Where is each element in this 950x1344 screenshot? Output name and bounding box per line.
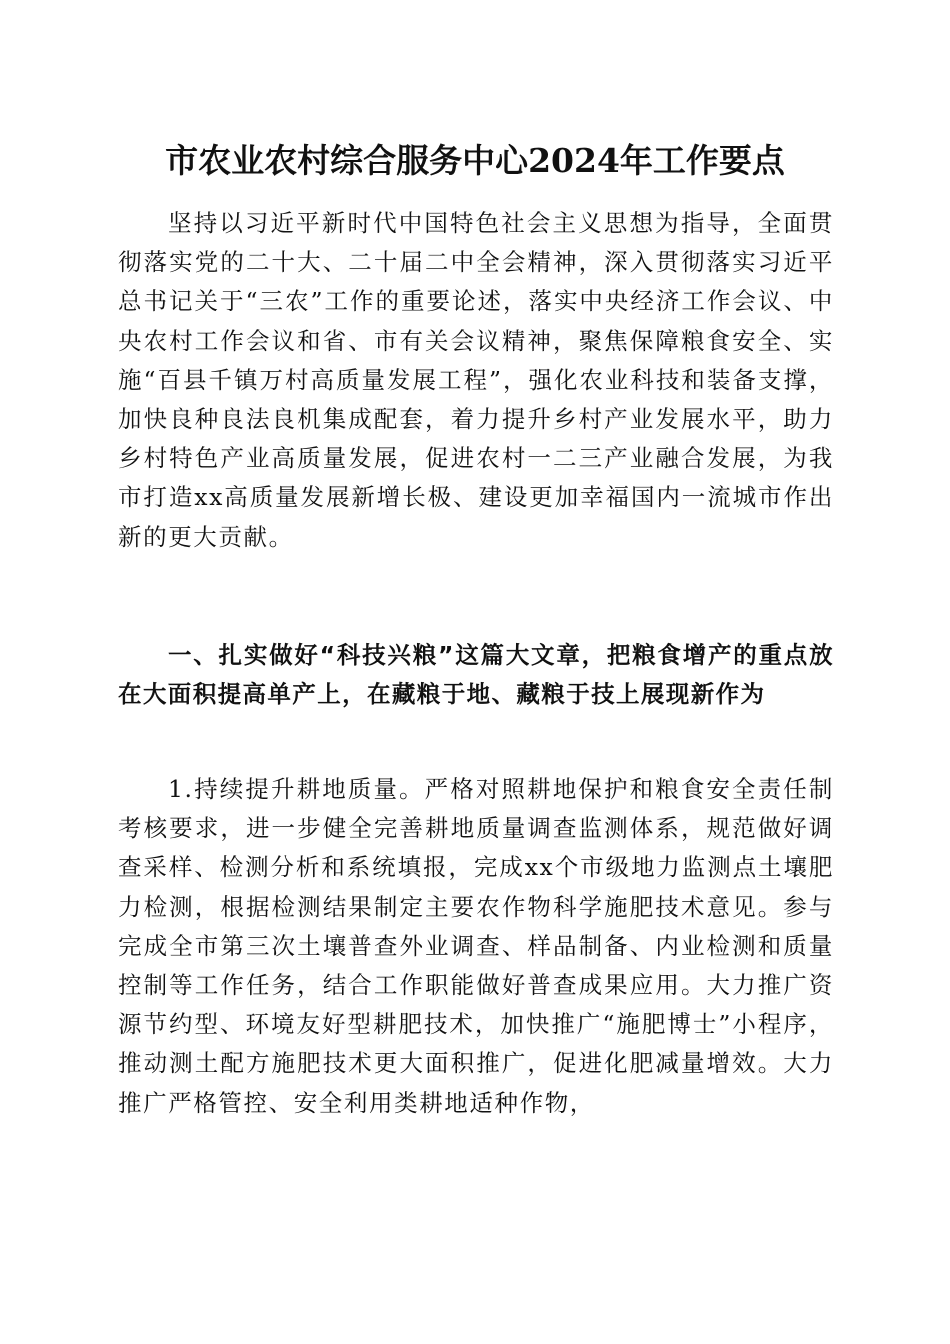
intro-paragraph: 坚持以习近平新时代中国特色社会主义思想为指导，全面贯彻落实党的二十大、二十届二中全会精神，深入贯彻落实习近平总书记关于“三农”工作的重要论述，落实中央经济工作会议、中央农村工作会议和省、市有关会议精神，聚焦保障粮食安全、实施“百县千镇万村高质量发展工程”，强化农业科技和装备支撑，加快良种良法良机集成配套，着力提升乡村产业发展水平，助力乡村特色产业高质量发展，促进农村一二三产业融合发展，为我市打造xx高质量发展新增长极、建设更加幸福国内一流城市作出新的更大贡献。 <box>118 209 834 551</box>
item-1-paragraph: 1.持续提升耕地质量。严格对照耕地保护和粮食安全责任制考核要求，进一步健全完善耕地质量调查监测体系，规范做好调查采样、检测分析和系统填报，完成xx个市级地力监测点土壤肥力检测，根据检测结果制定主要农作物科学施肥技术意见。参与完成全市第三次土壤普查外业调查、样品制备、内业检测和质量控制等工作任务，结合工作职能做好普查成果应用。大力推广资源节约型、环境友好型耕肥技术，加快推广“施肥博士”小程序，推动测土配方施肥技术更大面积推广，促进化肥减量增效。大力推广严格管控、安全利用类耕地适种作物， <box>118 775 834 1117</box>
section-1-heading: 一、扎实做好“科技兴粮”这篇大文章，把粮食增产的重点放在大面积提高单产上，在藏粮于地、藏粮于技上展现新作为 <box>118 641 834 709</box>
document-title: 市农业农村综合服务中心2024年工作要点 <box>165 141 785 180</box>
